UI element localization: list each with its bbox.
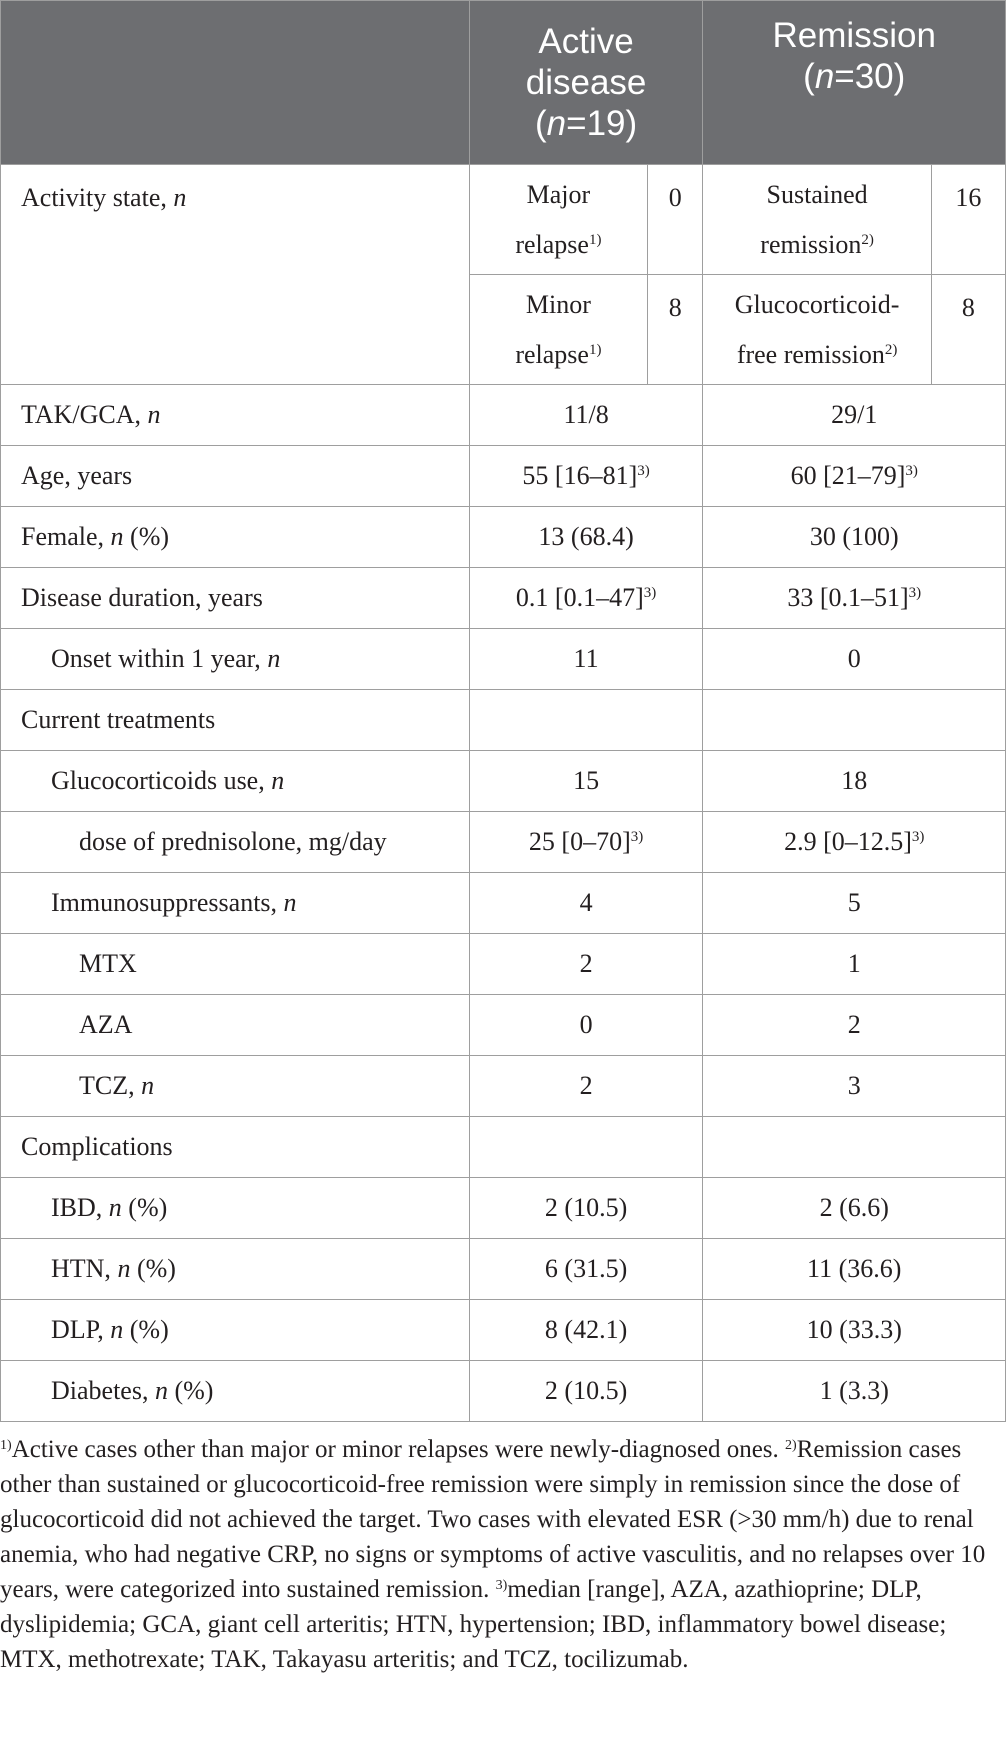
row-remission-value — [703, 934, 1006, 995]
row-active-value — [469, 507, 703, 568]
remission-value-sup: 3) — [908, 585, 922, 601]
gc-free-sup: 2) — [884, 341, 898, 358]
row-label-italic: n — [117, 1254, 131, 1283]
header-active-n: (n=19) — [535, 104, 638, 143]
row-label-text: DLP, — [51, 1315, 111, 1344]
active-value-text: 11 — [573, 644, 599, 673]
table-row — [1, 1178, 1006, 1239]
sustained-remission-cell — [703, 165, 931, 275]
row-label-text: MTX — [79, 949, 137, 978]
footnote-2-marker: 2) — [785, 1438, 797, 1453]
row-active-value — [469, 1239, 703, 1300]
table-row — [1, 751, 1006, 812]
row-active-value — [469, 1361, 703, 1422]
footnote-2-text: Remission cases other than sustained or glucocorticoid-free remission were simply in remission since the dose of glucocorticoid did not achieved the target. Two cases with elevated ESR (>30 mm/h) due to renal anemia, who had negative CRP, no signs or symptoms of active vasculitis, and no relapses over 10 years, were categorized into sustained remission. — [0, 1436, 986, 1603]
major-relapse-line2: relapse — [515, 229, 589, 259]
gc-free-line1: Glucocorticoid- — [734, 289, 900, 319]
active-value-sup: 3) — [643, 585, 657, 601]
activity-state-n: n — [173, 183, 187, 212]
header-active-line1: Active — [538, 22, 634, 61]
row-remission-value — [703, 446, 1006, 507]
remission-value-text: 2 — [847, 1010, 861, 1039]
footnote-3-text: median [range], AZA, azathioprine; DLP, dyslipidemia; GCA, giant cell arteritis; HTN, hypertension; IBD, inflammatory bowel disease; MTX, methotrexate; TAK, Takayasu arteritis; and TCZ, tocilizumab. — [0, 1576, 947, 1673]
row-label-text: Female, — [21, 522, 111, 551]
active-value-text: 2 — [579, 1071, 593, 1100]
table-row — [1, 385, 1006, 446]
row-active-value — [469, 812, 703, 873]
row-label — [1, 995, 470, 1056]
sustained-line1: Sustained — [766, 179, 868, 209]
remission-value-text: 1 (3.3) — [819, 1376, 889, 1405]
activity-row-1 — [1, 165, 1006, 275]
remission-value-text: 18 — [841, 766, 868, 795]
row-active-value — [469, 995, 703, 1056]
row-label-italic: n — [147, 400, 161, 429]
row-remission-value — [703, 995, 1006, 1056]
row-label-tail: (%) — [167, 1376, 214, 1405]
row-label-tail: (%) — [121, 1193, 168, 1222]
row-label — [1, 385, 470, 446]
row-remission-value — [703, 385, 1006, 446]
active-value-text: 15 — [573, 766, 600, 795]
remission-value-text: 60 [21–79] — [790, 461, 906, 490]
row-label-italic: n — [110, 1315, 124, 1344]
row-label-italic: n — [141, 1071, 155, 1100]
row-label-text: Age, years — [21, 461, 133, 490]
active-value-text: 13 (68.4) — [538, 522, 634, 551]
row-label-tail: (%) — [123, 522, 170, 551]
active-value-text: 0.1 [0.1–47] — [515, 583, 644, 612]
row-active-value — [469, 1117, 703, 1178]
sustained-remission-value: 16 — [931, 165, 1005, 275]
active-value-text: 0 — [579, 1010, 593, 1039]
remission-value-text: 3 — [847, 1071, 861, 1100]
active-value-text: 2 (10.5) — [544, 1193, 628, 1222]
remission-value-text: 30 (100) — [809, 522, 899, 551]
row-active-value — [469, 385, 703, 446]
table-row — [1, 934, 1006, 995]
active-value-text: 6 (31.5) — [544, 1254, 628, 1283]
row-label-text: Onset within 1 year, — [51, 644, 268, 673]
header-active-n-label: n — [546, 104, 567, 143]
table-row — [1, 568, 1006, 629]
row-active-value — [469, 568, 703, 629]
row-label — [1, 1300, 470, 1361]
activity-state-label — [1, 165, 470, 385]
minor-relapse-line1: Minor — [525, 289, 591, 319]
remission-value-text: 0 — [847, 644, 861, 673]
row-label — [1, 1056, 470, 1117]
header-remission-n-value: =30) — [834, 57, 906, 96]
row-label-text: TCZ, — [79, 1071, 142, 1100]
row-label — [1, 812, 470, 873]
row-remission-value — [703, 812, 1006, 873]
table-row — [1, 995, 1006, 1056]
active-value-text: 2 (10.5) — [544, 1376, 628, 1405]
row-active-value — [469, 446, 703, 507]
row-active-value — [469, 629, 703, 690]
row-label-text: Glucocorticoids use, — [51, 766, 272, 795]
row-label — [1, 446, 470, 507]
row-remission-value — [703, 873, 1006, 934]
row-active-value — [469, 1178, 703, 1239]
row-label-tail: (%) — [123, 1315, 169, 1344]
table-row — [1, 812, 1006, 873]
header-remission — [703, 1, 1006, 165]
active-value-text: 11/8 — [563, 400, 609, 429]
header-remission-n-label: n — [814, 57, 835, 96]
row-label-italic: n — [271, 766, 285, 795]
table-row — [1, 1361, 1006, 1422]
row-remission-value — [703, 1239, 1006, 1300]
row-label-italic: n — [267, 644, 281, 673]
header-active-line2: disease — [525, 63, 647, 102]
header-remission-n: (n=30) — [803, 57, 906, 96]
table-row — [1, 507, 1006, 568]
remission-value-sup: 3) — [911, 829, 925, 845]
row-label-text: Complications — [21, 1132, 173, 1161]
header-active-disease — [469, 1, 703, 165]
row-remission-value — [703, 1056, 1006, 1117]
row-active-value — [469, 1300, 703, 1361]
row-label-italic: n — [283, 888, 297, 917]
row-label — [1, 1178, 470, 1239]
row-remission-value — [703, 1300, 1006, 1361]
row-label — [1, 873, 470, 934]
row-label — [1, 690, 470, 751]
row-label-text: Immunosuppressants, — [51, 888, 284, 917]
active-value-sup: 3) — [637, 463, 650, 479]
activity-state-text: Activity state, — [21, 183, 174, 212]
footnote-3-marker: 3) — [495, 1578, 508, 1593]
row-remission-value — [703, 1361, 1006, 1422]
major-relapse-cell — [469, 165, 647, 275]
header-corner-cell — [1, 1, 470, 165]
row-remission-value — [703, 1178, 1006, 1239]
row-active-value — [469, 934, 703, 995]
gc-free-line2: free remission — [736, 339, 885, 369]
row-active-value — [469, 751, 703, 812]
active-value-text: 25 [0–70] — [528, 827, 631, 856]
remission-value-text: 33 [0.1–51] — [787, 583, 909, 612]
table-row — [1, 1239, 1006, 1300]
table-row — [1, 1117, 1006, 1178]
row-label-text: AZA — [79, 1010, 133, 1039]
minor-relapse-value: 8 — [648, 275, 703, 385]
major-relapse-line1: Major — [526, 179, 591, 209]
footnote-1-text: Active cases other than major or minor relapses were newly-diagnosed ones. — [11, 1436, 786, 1463]
active-value-text: 4 — [579, 888, 593, 917]
major-relapse-value: 0 — [648, 165, 703, 275]
footnote-1-marker: 1) — [0, 1438, 12, 1453]
row-remission-value — [703, 507, 1006, 568]
data-rows — [1, 385, 1006, 1422]
gc-free-remission-cell — [703, 275, 931, 385]
remission-value-text: 1 — [847, 949, 861, 978]
row-label-italic: n — [110, 522, 124, 551]
remission-value-text: 29/1 — [831, 400, 878, 429]
row-active-value — [469, 1056, 703, 1117]
minor-relapse-sup: 1) — [588, 341, 602, 358]
row-label — [1, 568, 470, 629]
row-remission-value — [703, 690, 1006, 751]
row-active-value — [469, 873, 703, 934]
table-row — [1, 690, 1006, 751]
minor-relapse-cell — [469, 275, 647, 385]
row-label-text: Current treatments — [21, 705, 216, 734]
row-remission-value — [703, 1117, 1006, 1178]
row-label — [1, 1117, 470, 1178]
header-row — [1, 1, 1006, 165]
row-label — [1, 934, 470, 995]
major-relapse-sup: 1) — [588, 231, 602, 248]
minor-relapse-line2: relapse — [515, 339, 589, 369]
active-value-text: 55 [16–81] — [522, 461, 638, 490]
table-row — [1, 629, 1006, 690]
row-label — [1, 507, 470, 568]
row-label-italic: n — [108, 1193, 122, 1222]
row-label-text: IBD, — [51, 1193, 109, 1222]
sustained-sup: 2) — [861, 231, 874, 248]
row-label-italic: n — [154, 1376, 168, 1405]
remission-value-sup: 3) — [905, 463, 918, 479]
row-label — [1, 629, 470, 690]
table-row — [1, 446, 1006, 507]
header-active-n-value: =19) — [566, 104, 638, 143]
row-label-text: Disease duration, years — [21, 583, 263, 612]
row-label — [1, 751, 470, 812]
active-value-text: 8 (42.1) — [544, 1315, 628, 1344]
row-remission-value — [703, 568, 1006, 629]
table-row — [1, 873, 1006, 934]
row-label-text: dose of prednisolone, mg/day — [79, 827, 387, 856]
gc-free-remission-value: 8 — [931, 275, 1005, 385]
remission-value-text: 10 (33.3) — [806, 1315, 902, 1344]
row-label — [1, 1361, 470, 1422]
row-label-tail: (%) — [130, 1254, 176, 1283]
row-label — [1, 1239, 470, 1300]
header-remission-line1: Remission — [772, 16, 936, 55]
table-footnotes — [0, 1432, 1000, 1677]
row-remission-value — [703, 751, 1006, 812]
table-row — [1, 1056, 1006, 1117]
row-active-value — [469, 690, 703, 751]
row-label-text: HTN, — [51, 1254, 118, 1283]
active-value-text: 2 — [579, 949, 593, 978]
remission-value-text: 11 (36.6) — [807, 1254, 902, 1283]
remission-value-text: 5 — [847, 888, 861, 917]
active-value-sup: 3) — [630, 829, 644, 845]
remission-value-text: 2.9 [0–12.5] — [784, 827, 912, 856]
row-remission-value — [703, 629, 1006, 690]
row-label-text: TAK/GCA, — [21, 400, 148, 429]
sustained-line2: remission — [760, 229, 862, 259]
table-row — [1, 1300, 1006, 1361]
row-label-text: Diabetes, — [51, 1376, 155, 1405]
remission-value-text: 2 (6.6) — [819, 1193, 889, 1222]
